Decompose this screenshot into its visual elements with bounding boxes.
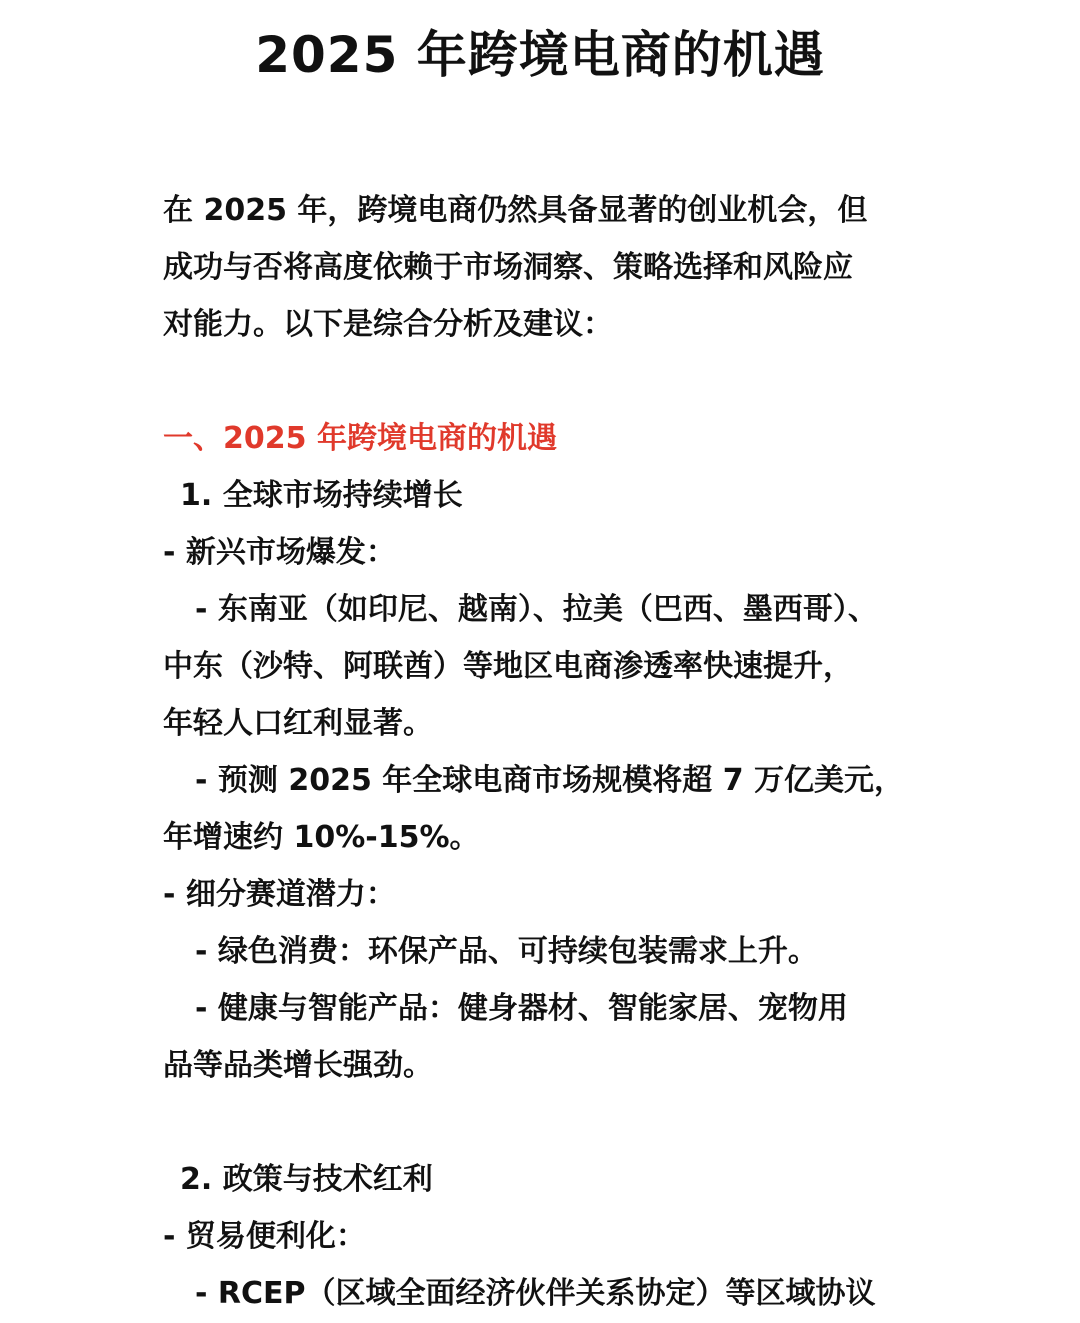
intro-line: 在 2025 年，跨境电商仍然具备显著的创业机会，但 xyxy=(163,193,868,228)
sub-bullet-continuation: 品等品类增长强劲。 xyxy=(163,1048,433,1083)
subsection-heading: 2. 政策与技术红利 xyxy=(180,1162,433,1197)
bullet-item: - 新兴市场爆发： xyxy=(163,535,396,570)
spacer xyxy=(163,1094,933,1151)
bullet-item: - 贸易便利化： xyxy=(163,1219,366,1254)
sub-bullet-item: - RCEP（区域全面经济伙伴关系协定）等区域协议 xyxy=(195,1276,876,1311)
sub-bullet-continuation: 中东（沙特、阿联酋）等地区电商渗透率快速提升， xyxy=(163,649,853,684)
section-heading: 一、2025 年跨境电商的机遇 xyxy=(163,421,557,456)
spacer xyxy=(163,353,933,410)
sub-bullet-item: - 绿色消费：环保产品、可持续包装需求上升。 xyxy=(195,934,818,969)
sub-bullet-continuation: 年增速约 10%-15%。 xyxy=(163,820,480,855)
subsection-heading: 1. 全球市场持续增长 xyxy=(180,478,463,513)
intro-line: 成功与否将高度依赖于市场洞察、策略选择和风险应 xyxy=(163,250,853,285)
page-title: 2025 年跨境电商的机遇 xyxy=(255,26,825,84)
sub-bullet-item: - 健康与智能产品：健身器材、智能家居、宠物用 xyxy=(195,991,848,1026)
sub-bullet-item: - 东南亚（如印尼、越南）、拉美（巴西、墨西哥）、 xyxy=(195,592,878,627)
sub-bullet-continuation: 年轻人口红利显著。 xyxy=(163,706,433,741)
sub-bullet-item: - 预测 2025 年全球电商市场规模将超 7 万亿美元， xyxy=(195,763,905,798)
bullet-item: - 细分赛道潜力： xyxy=(163,877,396,912)
article-body xyxy=(163,182,933,1322)
intro-line: 对能力。以下是综合分析及建议： xyxy=(163,307,613,342)
